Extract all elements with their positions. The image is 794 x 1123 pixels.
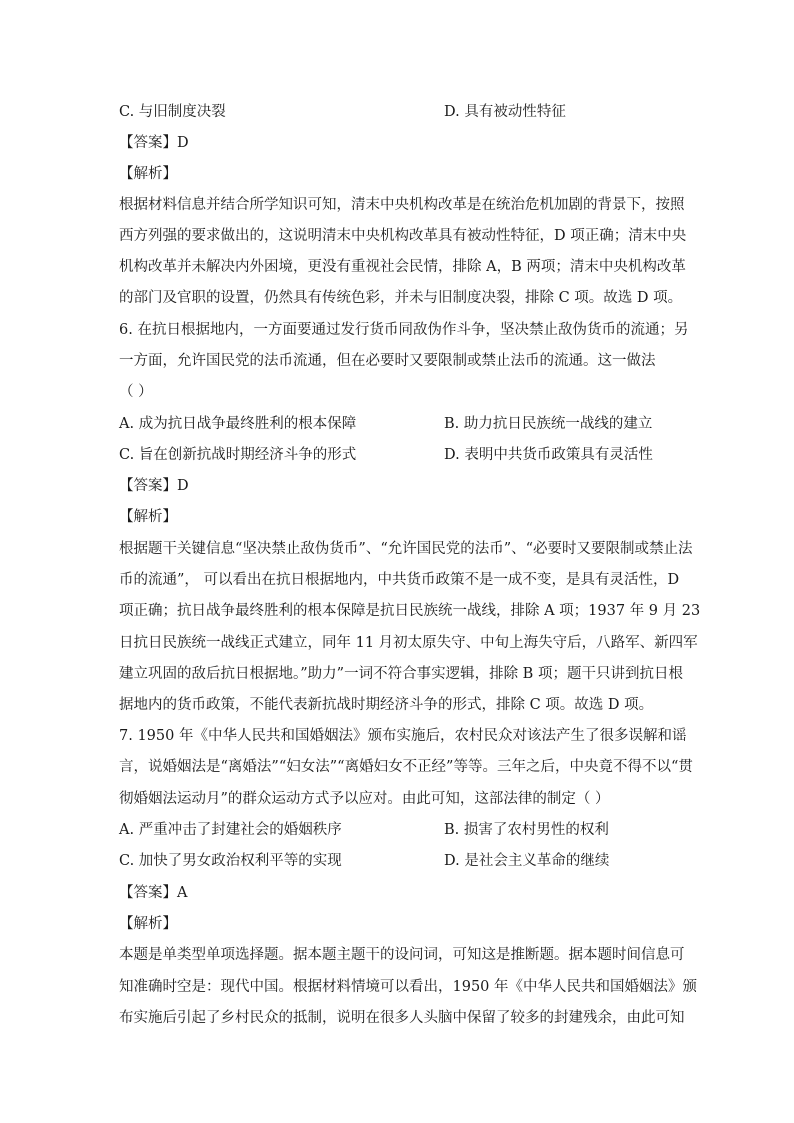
q6-analysis-line: 项正确；抗日战争最终胜利的根本保障是抗日民族统一战线，排除 A 项；1937 年 9 月 23 (119, 603, 701, 619)
q7-stem-line: 彻婚姻法运动月”的群众运动方式予以应对。由此可知，这部法律的制定（ ） (119, 791, 610, 807)
q6-analysis-line: 币的流通”， 可以看出在抗日根据地内，中共货币政策不是一成不变，是具有灵活性，D (119, 572, 680, 588)
q5-analysis-line: 西方列强的要求做出的，这说明清末中央机构改革具有被动性特征，D 项正确；清末中央 (119, 228, 687, 244)
q5-analysis-line: 的部门及官职的设置，仍然具有传统色彩，并未与旧制度决裂，排除 C 项。故选 D 项。 (119, 290, 683, 306)
q6-answer: 【答案】D (119, 478, 189, 494)
q7-answer: 【答案】A (119, 885, 188, 901)
q5-option-d: D. 具有被动性特征 (444, 104, 566, 120)
q6-analysis-line: 根据题干关键信息“坚决禁止敌伪货币”、“允许国民党的法币”、“必要时又要限制或禁止法 (119, 541, 693, 557)
q5-analysis-line: 机构改革并未解决内外困境，更没有重视社会民情，排除 A，B 两项；清末中央机构改革 (119, 259, 686, 275)
q7-option-b: B. 损害了农村男性的权利 (444, 822, 609, 838)
q6-analysis-label: 【解析】 (119, 509, 177, 525)
q7-option-a: A. 严重冲击了封建社会的婚姻秩序 (119, 822, 342, 838)
q6-analysis-line: 日抗日民族统一战线正式建立，同年 11 月初太原失守、中旬上海失守后，八路军、新四军 (119, 635, 698, 651)
q7-option-c: C. 加快了男女政治权利平等的实现 (119, 853, 342, 869)
q6-option-a: A. 成为抗日战争最终胜利的根本保障 (119, 416, 357, 432)
q5-option-c: C. 与旧制度决裂 (119, 104, 226, 120)
q7-option-d: D. 是社会主义革命的继续 (444, 853, 610, 869)
q5-analysis-label: 【解析】 (119, 166, 177, 182)
q6-stem-line: 6. 在抗日根据地内，一方面要通过发行货币同敌伪作斗争，坚决禁止敌伪货币的流通；另 (119, 322, 689, 338)
q6-option-b: B. 助力抗日民族统一战线的建立 (444, 416, 653, 432)
q5-answer: 【答案】D (119, 135, 189, 151)
q6-analysis-line: 建立巩固的敌后抗日根据地。”助力”一词不符合事实逻辑，排除 B 项；题干只讲到抗日根 (119, 666, 683, 682)
q6-option-c: C. 旨在创新抗战时期经济斗争的形式 (119, 447, 357, 463)
q6-stem-blank: （ ） (119, 384, 153, 400)
q7-analysis-label: 【解析】 (119, 916, 177, 932)
q7-stem-line: 7. 1950 年《中华人民共和国婚姻法》颁布实施后，农村民众对该法产生了很多误解和谣 (119, 728, 687, 744)
q6-analysis-line: 据地内的货币政策，不能代表新抗战时期经济斗争的形式，排除 C 项。故选 D 项。 (119, 697, 654, 713)
q7-analysis-line: 布实施后引起了乡村民众的抵制，说明在很多人头脑中保留了较多的封建残余，由此可知 (119, 1010, 685, 1026)
q7-stem-line: 言，说婚姻法是“离婚法”“妇女法”“离婚妇女不正经”等等。三年之后，中央竟不得不以“贯 (119, 759, 693, 775)
q5-analysis-line: 根据材料信息并结合所学知识可知，清末中央机构改革是在统治危机加剧的背景下，按照 (119, 197, 685, 213)
q7-analysis-line: 本题是单类型单项选择题。据本题主题干的设问词，可知这是推断题。据本题时间信息可 (119, 947, 685, 963)
q6-stem-line: 一方面，允许国民党的法币流通，但在必要时又要限制或禁止法币的流通。这一做法 (119, 353, 656, 369)
q6-option-d: D. 表明中共货币政策具有灵活性 (444, 447, 653, 463)
q7-analysis-line: 知准确时空是：现代中国。根据材料情境可以看出，1950 年《中华人民共和国婚姻法》颁 (119, 979, 698, 995)
